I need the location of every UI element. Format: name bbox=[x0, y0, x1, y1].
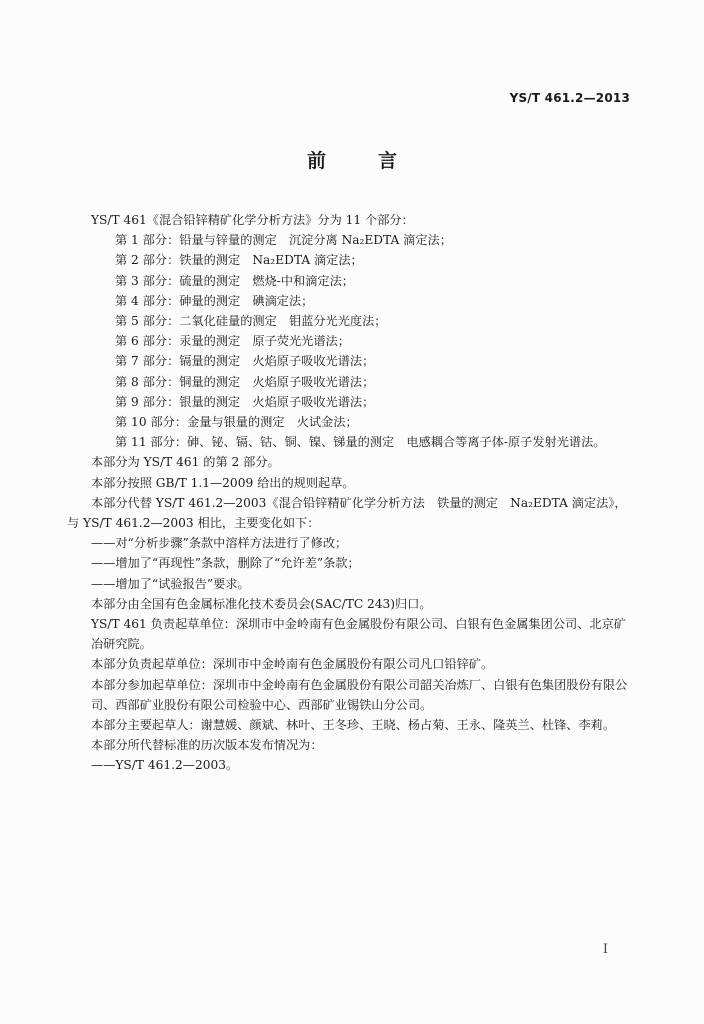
body-paragraph: 本部分所代替标准的历次版本发布情况为： bbox=[91, 738, 323, 753]
body-paragraph: 本部分参加起草单位：深圳市中金岭南有色金属股份有限公司韶关冶炼厂、白银有色集团股份有限公司、西部矿业股份有限公司检验中心、西部矿业锡铁山分公司。 bbox=[91, 677, 628, 712]
part-item: 第 3 部分：硫量的测定 燃烧-中和滴定法； bbox=[115, 273, 354, 288]
part-item: 第 2 部分：铁量的测定 Na₂EDTA 滴定法； bbox=[115, 253, 363, 268]
change-item: ——增加了“再现性”条款，删除了“允许差”条款； bbox=[91, 556, 360, 571]
history-item: ——YS/T 461.2—2003。 bbox=[91, 758, 239, 773]
change-item: ——增加了“试验报告”要求。 bbox=[91, 576, 250, 591]
page-title: 前言 bbox=[306, 150, 449, 172]
foreword-body bbox=[67, 210, 637, 776]
page-number: Ⅰ bbox=[602, 942, 608, 957]
body-paragraph: 本部分为 YS/T 461 的第 2 部分。 bbox=[91, 455, 280, 470]
intro-line: YS/T 461《混合铅锌精矿化学分析方法》分为 11 个部分： bbox=[91, 213, 414, 227]
part-item: 第 1 部分：铅量与锌量的测定 沉淀分离 Na₂EDTA 滴定法； bbox=[115, 233, 452, 248]
part-item: 第 5 部分：二氧化硅量的测定 钼蓝分光光度法； bbox=[115, 314, 387, 329]
body-paragraph-continuation: 与 YS/T 461.2—2003 相比，主要变化如下： bbox=[67, 516, 320, 531]
body-paragraph: 本部分代替 YS/T 461.2—2003《混合铅锌精矿化学分析方法 铁量的测定 Na₂EDTA 滴定法》， bbox=[91, 495, 627, 510]
part-item: 第 4 部分：砷量的测定 碘滴定法； bbox=[115, 293, 314, 308]
change-item: ——对“分析步骤”条款中溶样方法进行了修改； bbox=[91, 536, 348, 551]
body-paragraph: 本部分由全国有色金属标准化技术委员会(SAC/TC 243)归口。 bbox=[91, 596, 432, 611]
part-item: 第 10 部分：金量与银量的测定 火试金法； bbox=[115, 415, 358, 430]
part-item: 第 6 部分：汞量的测定 原子荧光光谱法； bbox=[115, 334, 350, 349]
body-paragraph: 本部分主要起草人：谢慧媛、颜斌、林叶、王冬珍、王晓、杨占菊、王永、隆英兰、杜锋、李莉。 bbox=[91, 718, 616, 733]
body-paragraph: 本部分负责起草单位：深圳市中金岭南有色金属股份有限公司凡口铅锌矿。 bbox=[91, 657, 494, 672]
part-item: 第 11 部分：砷、铋、镉、钴、铜、镍、锑量的测定 电感耦合等离子体-原子发射光谱法。 bbox=[115, 435, 606, 450]
body-paragraph: 本部分按照 GB/T 1.1—2009 给出的规则起草。 bbox=[91, 475, 355, 490]
part-item: 第 9 部分：银量的测定 火焰原子吸收光谱法； bbox=[115, 394, 375, 409]
body-paragraph: YS/T 461 负责起草单位：深圳市中金岭南有色金属股份有限公司、白银有色金属集团公司、北京矿冶研究院。 bbox=[91, 617, 626, 652]
part-item: 第 8 部分：铜量的测定 火焰原子吸收光谱法； bbox=[115, 374, 375, 389]
part-item: 第 7 部分：镉量的测定 火焰原子吸收光谱法； bbox=[115, 354, 375, 369]
standard-code: YS/T 461.2—2013 bbox=[509, 91, 630, 105]
